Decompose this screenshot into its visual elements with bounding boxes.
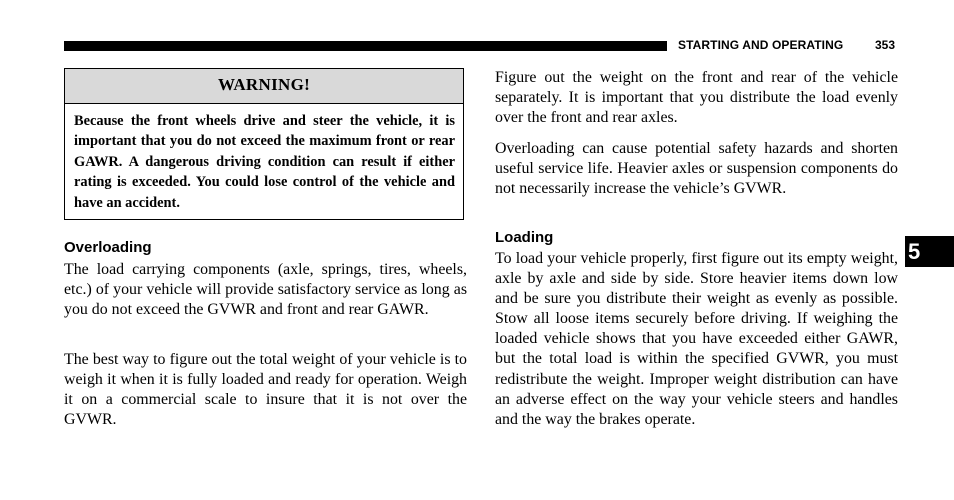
right-paragraph-1: Figure out the weight on the front and rear of the vehicle separately. It is important that you distribute the load evenly over the front and rear axles. xyxy=(495,69,898,127)
running-header-section: STARTING AND OPERATING xyxy=(678,38,844,52)
overloading-paragraph-2: The best way to figure out the total weight of your vehicle is to weigh it when it is fully loaded and ready for operation. Weigh it on a commercial scale to insure that it is not over the GVWR. xyxy=(64,351,467,429)
right-paragraph-2: Overloading can cause potential safety hazards and shorten useful service life. Heavier axles or suspension components do not necessarily increase the vehicle’s GVWR. xyxy=(495,140,898,198)
chapter-tab: 5 xyxy=(905,236,954,267)
overloading-heading: Overloading xyxy=(64,239,152,256)
page-number: 353 xyxy=(875,38,896,52)
warning-text: Because the front wheels drive and steer the vehicle, it is important that you do not exceed the maximum front or rear GAWR. A dangerous driving condition can result if either rating is exceeded. You could lose control of the vehicle and have an accident. xyxy=(74,113,455,211)
warning-box xyxy=(64,68,464,220)
loading-heading: Loading xyxy=(495,229,554,246)
overloading-paragraph-1: The load carrying components (axle, springs, tires, wheels, etc.) of your vehicle will provide satisfactory service as long as you do not exceed the GVWR and front and rear GAWR. xyxy=(64,261,467,319)
warning-title: WARNING! xyxy=(65,69,463,104)
loading-paragraph: To load your vehicle properly, first figure out its empty weight, axle by axle and side by side. Store heavier items down low and be sure you distribute their weight as evenly as possible. Stow all loose items securely before driving. If weighing the loaded vehicle shows that you have exceeded either GAWR, but the total load is within the specified GVWR, you must redistribute the weight. Improper weight distribution can have an adverse effect on the way your vehicle steers and handles and the way the brakes operate. xyxy=(495,250,898,428)
header-rule xyxy=(64,41,667,51)
